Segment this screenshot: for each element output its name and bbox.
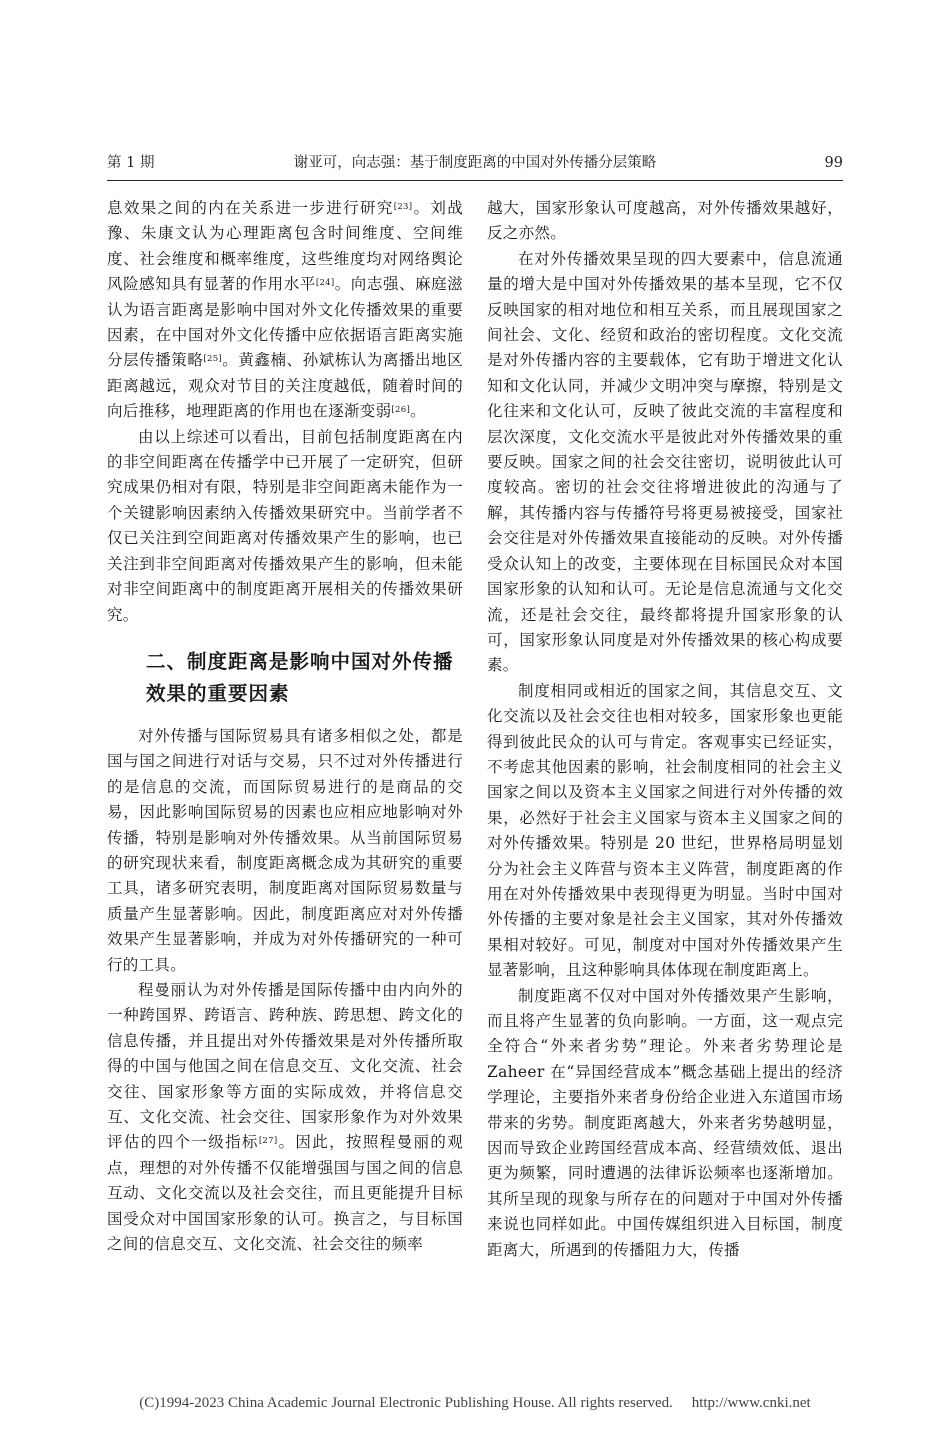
paragraph: 对外传播与国际贸易具有诸多相似之处，都是国与国之间进行对话与交易，只不过对外传播进行的是信息的交流，而国际贸易进行的是商品的交易，因此影响国际贸易的因素也应相应地影响对外传播，特别是影响对外传播效果。从当前国际贸易的研究现状来看，制度距离概念成为其研究的重要工具，诸多研究表明，制度距离对国际贸易数量与质量产生显著影响。因此，制度距离应对对外传播效果产生显著影响，并成为对外传播研究的一种可行的工具。 <box>107 726 463 974</box>
paragraph: 息效果之间的内在关系进一步进行研究[23]。刘战豫、朱康文认为心理距离包含时间维度、空间维度、社会维度和概率维度，这些维度均对网络舆论风险感知具有显著的作用水平[24]。向志强、麻庭滋认为语言距离是影响中国对外文化传播效果的重要因素，在中国对外文化传播中应依据语言距离实施分层传播策略[25]。黄鑫楠、孙斌栋认为离播出地区距离越远，观众对节目的关注度越低，随着时间的向后推移，地理距离的作用也在逐渐变弱[26]。 <box>107 199 463 421</box>
running-header <box>107 150 843 181</box>
citation-ref[interactable]: [27] <box>258 1136 278 1147</box>
left-column <box>107 196 463 1257</box>
copyright-footer <box>0 1395 950 1412</box>
paragraph: 在对外传播效果呈现的四大要素中，信息流通量的增大是中国对外传播效果的基本呈现，它不仅反映国家的相对地位和相互关系，而且展现国家之间社会、文化、经贸和政治的密切程度。文化交流是对外传播内容的主要载体，它有助于增进文化认知和文化认同，并减少文明冲突与摩擦，特别是文化往来和文化认可，反映了彼此交流的丰富程度和层次深度，文化交流水平是彼此对外传播效果的重要反映。国家之间的社会交往密切，说明彼此认可度较高。密切的社会交往将增进彼此的沟通与了解，其传播内容与传播符号将更易被接受，国家社会交往是对外传播效果直接能动的反映。对外传播受众认知上的改变，主要体现在目标国民众对本国国家形象的认知和认可。无论是信息流通与文化交流，还是社会交往，最终都将提升国家形象的认可，国家形象认同度是对外传播效果的核心构成要素。 <box>487 249 843 675</box>
issue-label: 第 1 期 <box>107 155 155 171</box>
right-column <box>487 196 843 1263</box>
section-heading: 二、制度距离是影响中国对外传播效果的重要因素 <box>146 649 454 705</box>
paragraph: 制度相同或相近的国家之间，其信息交互、文化交流以及社会交往也相对较多，国家形象也更能得到彼此民众的认可与肯定。客观事实已经证实，不考虑其他因素的影响，社会制度相同的社会主义国家之间以及资本主义国家之间进行对外传播的效果，必然好于社会主义国家与资本主义国家之间的对外传播效果。特别是 20 世纪，世界格局明显划分为社会主义阵营与资本主义阵营，制度距离的作用在对外传播效果中表现得更为明显。当时中国对外传播的主要对象是社会主义国家，其对外传播效果相对较好。可见，制度对中国对外传播效果产生显著影响，且这种影响具体体现在制度距离上。 <box>487 681 843 980</box>
paragraph: 越大，国家形象认可度越高，对外传播效果越好，反之亦然。 <box>487 199 843 243</box>
cnki-url[interactable]: http://www.cnki.net <box>691 1395 811 1411</box>
paragraph: 制度距离不仅对中国对外传播效果产生影响，而且将产生显著的负向影响。一方面，这一观点完全符合“外来者劣势”理论。外来者劣势理论是 Zaheer 在“异国经营成本”概念基础上提出的经济学理论，主要指外来者身份给企业进入东道国市场带来的劣势。制度距离越大，外来者劣势越明显，因而导致企业跨国经营成本高、经营绩效低、退出更为频繁，同时遭遇的法律诉讼频率也逐渐增加。其所呈现的现象与所存在的问题对于中国对外传播来说也同样如此。中国传媒组织进入目标国，制度距离大，所遇到的传播阻力大，传播 <box>487 986 843 1259</box>
citation-ref[interactable]: [24] <box>315 278 335 289</box>
paragraph: 由以上综述可以看出，目前包括制度距离在内的非空间距离在传播学中已开展了一定研究，但研究成果仍相对有限，特别是非空间距离未能作为一个关键影响因素纳入传播效果研究中。当前学者不仅已关注到空间距离对传播效果产生的影响，也已关注到非空间距离对传播效果产生的影响，但未能对非空间距离中的制度距离开展相关的传播效果研究。 <box>107 427 463 624</box>
article-title-header: 谢亚可，向志强：基于制度距离的中国对外传播分层策略 <box>293 155 657 171</box>
citation-ref[interactable]: [26] <box>391 405 411 416</box>
page-number: 99 <box>824 155 843 171</box>
citation-ref[interactable]: [23] <box>393 202 413 212</box>
paragraph: 程曼丽认为对外传播是国际传播中由内向外的一种跨国界、跨语言、跨种族、跨思想、跨文化的信息传播，并且提出对外传播效果是对外传播所取得的中国与他国之间在信息交互、文化交流、社会交往、国家形象等方面的实际成效，并将信息交互、文化交流、社会交往、国家形象作为对外效果评估的四个一级指标[27]。因此，按照程曼丽的观点，理想的对外传播不仅能增强国与国之间的信息互动、文化交流以及社会交往，而且更能提升目标国受众对中国国家形象的认可。换言之，与目标国之间的信息交互、文化交流、社会交往的频率 <box>107 980 463 1254</box>
copyright-text: (C)1994-2023 China Academic Journal Electronic Publishing House. All rights reserved. <box>139 1395 673 1411</box>
citation-ref[interactable]: [25] <box>203 354 223 365</box>
